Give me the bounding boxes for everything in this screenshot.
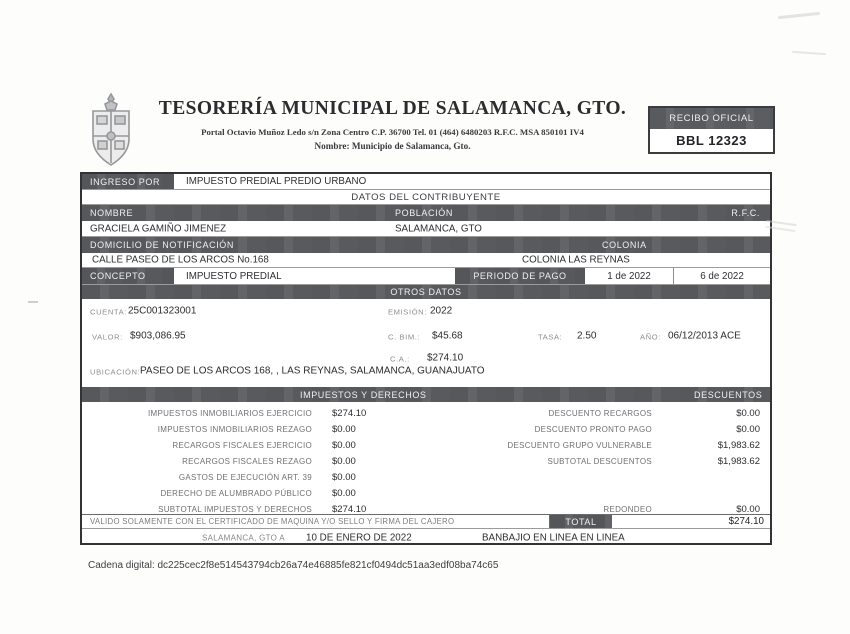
colonia-value: COLONIA LAS REYNAS xyxy=(522,254,630,266)
line-item-label: IMPUESTOS INMOBILIARIOS REZAGO xyxy=(157,424,312,434)
payment-method: BANBAJIO EN LINEA EN LINEA xyxy=(482,532,625,543)
cbim-label: C. BIM.: xyxy=(388,332,421,342)
line-item-value: $274.10 xyxy=(332,503,367,515)
line-item-label: IMPUESTOS INMOBILIARIOS EJERCICIO xyxy=(147,408,312,418)
line-item-label: RECARGOS FISCALES REZAGO xyxy=(182,456,312,466)
line-item-value: $0.00 xyxy=(736,407,760,419)
scan-artifact xyxy=(792,51,826,55)
line-item-label: RECARGOS FISCALES EJERCICIO xyxy=(172,440,312,450)
tasa-label: TASA: xyxy=(538,332,563,342)
scan-artifact xyxy=(778,12,820,19)
poblacion-value: SALAMANCA, GTO xyxy=(395,223,482,234)
concepto-row xyxy=(82,268,770,285)
ubicacion-label: UBICACIÓN: xyxy=(90,367,141,377)
line-item-value: $0.00 xyxy=(332,487,356,499)
total-row xyxy=(82,514,770,529)
line-item-label: DESCUENTO RECARGOS xyxy=(548,408,652,418)
valor-value: $903,086.95 xyxy=(130,330,186,342)
line-item-value: $0.00 xyxy=(332,439,356,451)
place-date-row xyxy=(82,529,770,546)
table-row xyxy=(82,485,770,501)
line-item-label: DERECHO DE ALUMBRADO PÚBLICO xyxy=(160,488,312,498)
line-item-label: DESCUENTO PRONTO PAGO xyxy=(534,424,652,434)
digital-chain-line xyxy=(88,560,498,571)
line-item-value: $1,983.62 xyxy=(717,439,760,451)
poblacion-label: POBLACIÓN xyxy=(395,208,453,218)
receipt-number: BBL 12323 xyxy=(676,133,747,148)
official-receipt-box xyxy=(648,106,775,154)
emision-label: EMISIÓN: xyxy=(388,307,427,317)
descuentos-title: DESCUENTOS xyxy=(694,389,763,400)
line-item-value: $0.00 xyxy=(736,423,760,435)
colonia-label: COLONIA xyxy=(602,240,647,250)
ubicacion-value: PASEO DE LOS ARCOS 168, , LAS REYNAS, SALAMANCA, GUANAJUATO xyxy=(140,365,485,377)
line-item-label: DESCUENTO GRUPO VULNERABLE xyxy=(507,440,652,450)
digital-chain-hash: dc225cec2f8e514543794cb26a74e46885fe821cf0494dc51aa3edf08ba74c65 xyxy=(157,560,499,571)
anio-label: AÑO: xyxy=(640,332,661,342)
receipt-label: RECIBO OFICIAL xyxy=(650,108,773,129)
line-item-label: GASTOS DE EJECUCIÓN ART. 39 xyxy=(178,472,312,482)
total-value: $274.10 xyxy=(728,516,764,527)
ingreso-por-value: IMPUESTO PREDIAL PREDIO URBANO xyxy=(186,176,367,187)
line-item-value: $0.00 xyxy=(332,455,356,467)
anio-value: 06/12/2013 ACE xyxy=(668,330,741,342)
line-item-value: $0.00 xyxy=(332,423,356,435)
otros-datos-bar: OTROS DATOS xyxy=(82,285,770,299)
line-item-label: SUBTOTAL DESCUENTOS xyxy=(547,456,652,466)
rfc-label: R.F.C. xyxy=(731,208,760,218)
total-label: TOTAL xyxy=(550,515,612,528)
cuenta-label: CUENTA: xyxy=(90,307,127,317)
cargos-header-bar xyxy=(82,387,770,402)
line-item-label: REDONDEO xyxy=(603,504,652,514)
line-item-label: SUBTOTAL IMPUESTOS Y DERECHOS xyxy=(158,504,312,514)
digital-chain-label: Cadena digital: xyxy=(88,560,155,571)
domicilio-value: CALLE PASEO DE LOS ARCOS No.168 xyxy=(92,254,269,266)
periodo-inicio: 1 de 2022 xyxy=(607,270,651,282)
nombre-label: NOMBRE xyxy=(90,208,134,218)
contribuyente-header-bar xyxy=(82,205,770,221)
table-row xyxy=(82,405,770,421)
institution-title: TESORERÍA MUNICIPAL DE SALAMANCA, GTO. xyxy=(158,98,627,119)
cbim-value: $45.68 xyxy=(432,330,463,342)
institution-address: Portal Octavio Muñoz Ledo s/n Zona Centro C.P. 36700 Tel. 01 (464) 6480203 R.F.C. MSA 850101 IV4 xyxy=(201,127,584,137)
payment-date: 10 DE ENERO DE 2022 xyxy=(306,532,412,543)
line-item-value: $1,983.62 xyxy=(717,455,760,467)
domicilio-label: DOMICILIO DE NOTIFICACIÓN xyxy=(90,240,235,250)
ca-value: $274.10 xyxy=(427,352,464,364)
table-row xyxy=(82,437,770,453)
cuenta-value: 25C001323001 xyxy=(128,305,197,317)
concepto-label: CONCEPTO xyxy=(82,268,174,284)
ingreso-por-label: INGRESO POR xyxy=(82,174,174,189)
validity-note: VALIDO SOLAMENTE CON EL CERTIFICADO DE MAQUINA Y/O SELLO Y FIRMA DEL CAJERO xyxy=(82,515,550,528)
municipal-crest-icon xyxy=(82,92,140,175)
table-row xyxy=(82,453,770,469)
scan-artifact xyxy=(28,301,38,303)
valor-label: VALOR: xyxy=(92,332,123,342)
line-items-area xyxy=(82,402,770,514)
domicilio-header-bar xyxy=(82,237,770,253)
receipt-body xyxy=(80,172,772,545)
institution-entity-line: Nombre: Municipio de Salamanca, Gto. xyxy=(314,141,471,151)
tasa-value: 2.50 xyxy=(577,330,597,342)
contribuyente-values-row xyxy=(82,221,770,237)
line-item-value: $0.00 xyxy=(332,471,356,483)
nombre-value: GRACIELA GAMIÑO JIMENEZ xyxy=(90,223,227,234)
ingreso-row xyxy=(82,174,770,190)
periodo-fin: 6 de 2022 xyxy=(673,268,770,284)
table-row xyxy=(82,421,770,437)
place-label: SALAMANCA, GTO A xyxy=(202,533,285,542)
concepto-value: IMPUESTO PREDIAL xyxy=(186,270,282,282)
table-row xyxy=(82,469,770,485)
emision-value: 2022 xyxy=(430,305,453,317)
periodo-pago-label: PERIODO DE PAGO xyxy=(455,268,585,284)
impuestos-derechos-title: IMPUESTOS Y DERECHOS xyxy=(300,389,427,400)
otros-datos-content xyxy=(82,299,770,387)
line-item-value: $274.10 xyxy=(332,407,367,419)
line-item-value: $0.00 xyxy=(736,503,760,515)
ca-label: C.A.: xyxy=(390,354,410,364)
section-title-contribuyente: DATOS DEL CONTRIBUYENTE xyxy=(82,190,770,205)
domicilio-values-row xyxy=(82,253,770,268)
